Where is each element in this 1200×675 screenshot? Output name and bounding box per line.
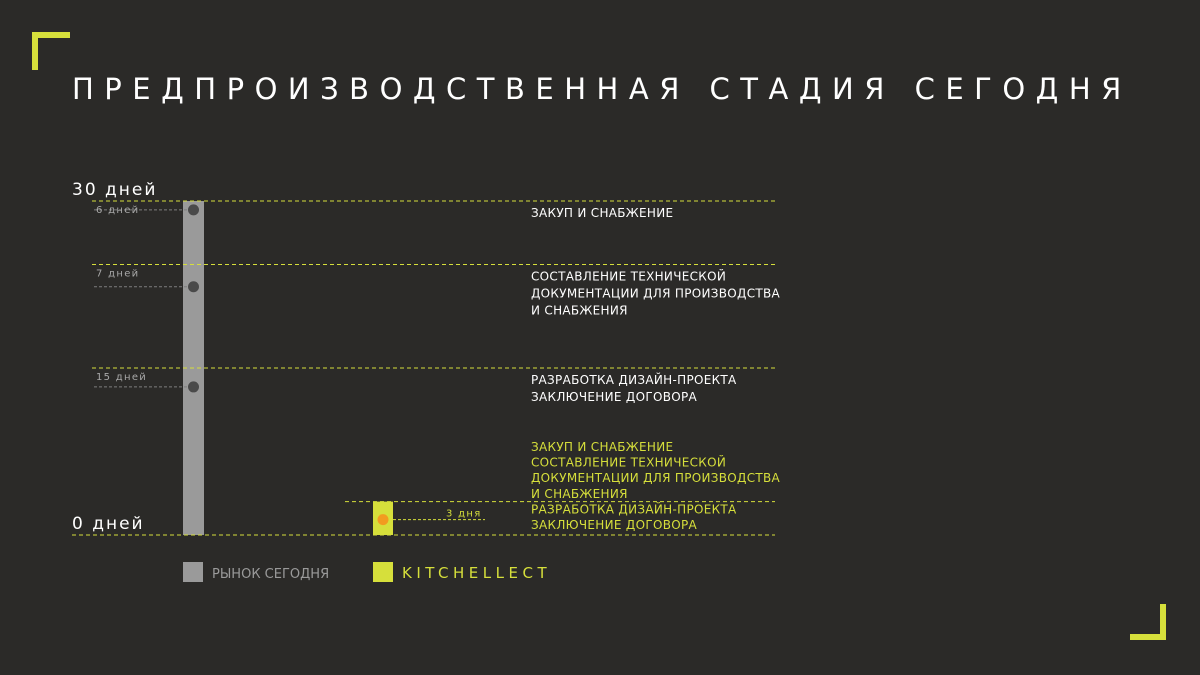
- stage-description-line: РАЗРАБОТКА ДИЗАЙН-ПРОЕКТА: [531, 373, 737, 387]
- legend-market-swatch: [183, 562, 203, 582]
- corner-bracket-bottom-right: [1130, 604, 1163, 637]
- kitchellect-description-line: ЗАКЛЮЧЕНИЕ ДОГОВОРА: [531, 518, 698, 532]
- legend-market-label: РЫНОК СЕГОДНЯ: [212, 567, 330, 582]
- corner-bracket-top-left: [35, 35, 70, 70]
- kitchellect-description-line: ДОКУМЕНТАЦИИ ДЛЯ ПРОИЗВОДСТВА: [531, 471, 781, 486]
- y-tick-label: 30 дней: [72, 180, 158, 200]
- slide-title: ПРЕДПРОИЗВОДСТВЕННАЯ СТАДИЯ СЕГОДНЯ: [72, 72, 1132, 106]
- stage-duration-label: 15 дней: [96, 372, 148, 383]
- kitchellect-series: [345, 440, 781, 535]
- kitchellect-marker-dot: [378, 514, 389, 525]
- stage-marker-dot: [188, 281, 199, 292]
- kitchellect-description-line: СОСТАВЛЕНИЕ ТЕХНИЧЕСКОЙ: [531, 455, 727, 470]
- stage-marker-dot: [188, 204, 199, 215]
- stage-description-line: ЗАКУП И СНАБЖЕНИЕ: [531, 206, 674, 220]
- stage-description-line: СОСТАВЛЕНИЕ ТЕХНИЧЕСКОЙ: [531, 269, 727, 284]
- kitchellect-description-line: РАЗРАБОТКА ДИЗАЙН-ПРОЕКТА: [531, 502, 737, 517]
- stage-description-line: ДОКУМЕНТАЦИИ ДЛЯ ПРОИЗВОДСТВА: [531, 286, 781, 301]
- stage-description-line: ЗАКЛЮЧЕНИЕ ДОГОВОРА: [531, 390, 698, 404]
- stage-description-line: И СНАБЖЕНИЯ: [531, 303, 628, 318]
- legend-brand-logo: KITCHELLECT: [402, 564, 552, 582]
- kitchellect-duration-label: 3 дня: [446, 508, 482, 520]
- legend-brand-swatch: [373, 562, 393, 582]
- stage-marker-dot: [188, 381, 199, 392]
- y-tick-label: 0 дней: [72, 514, 145, 534]
- stage-duration-label: 7 дней: [96, 268, 140, 280]
- kitchellect-description-line: И СНАБЖЕНИЯ: [531, 486, 628, 501]
- stage-duration-label: 6 дней: [96, 205, 140, 216]
- kitchellect-description-line: ЗАКУП И СНАБЖЕНИЕ: [531, 440, 674, 454]
